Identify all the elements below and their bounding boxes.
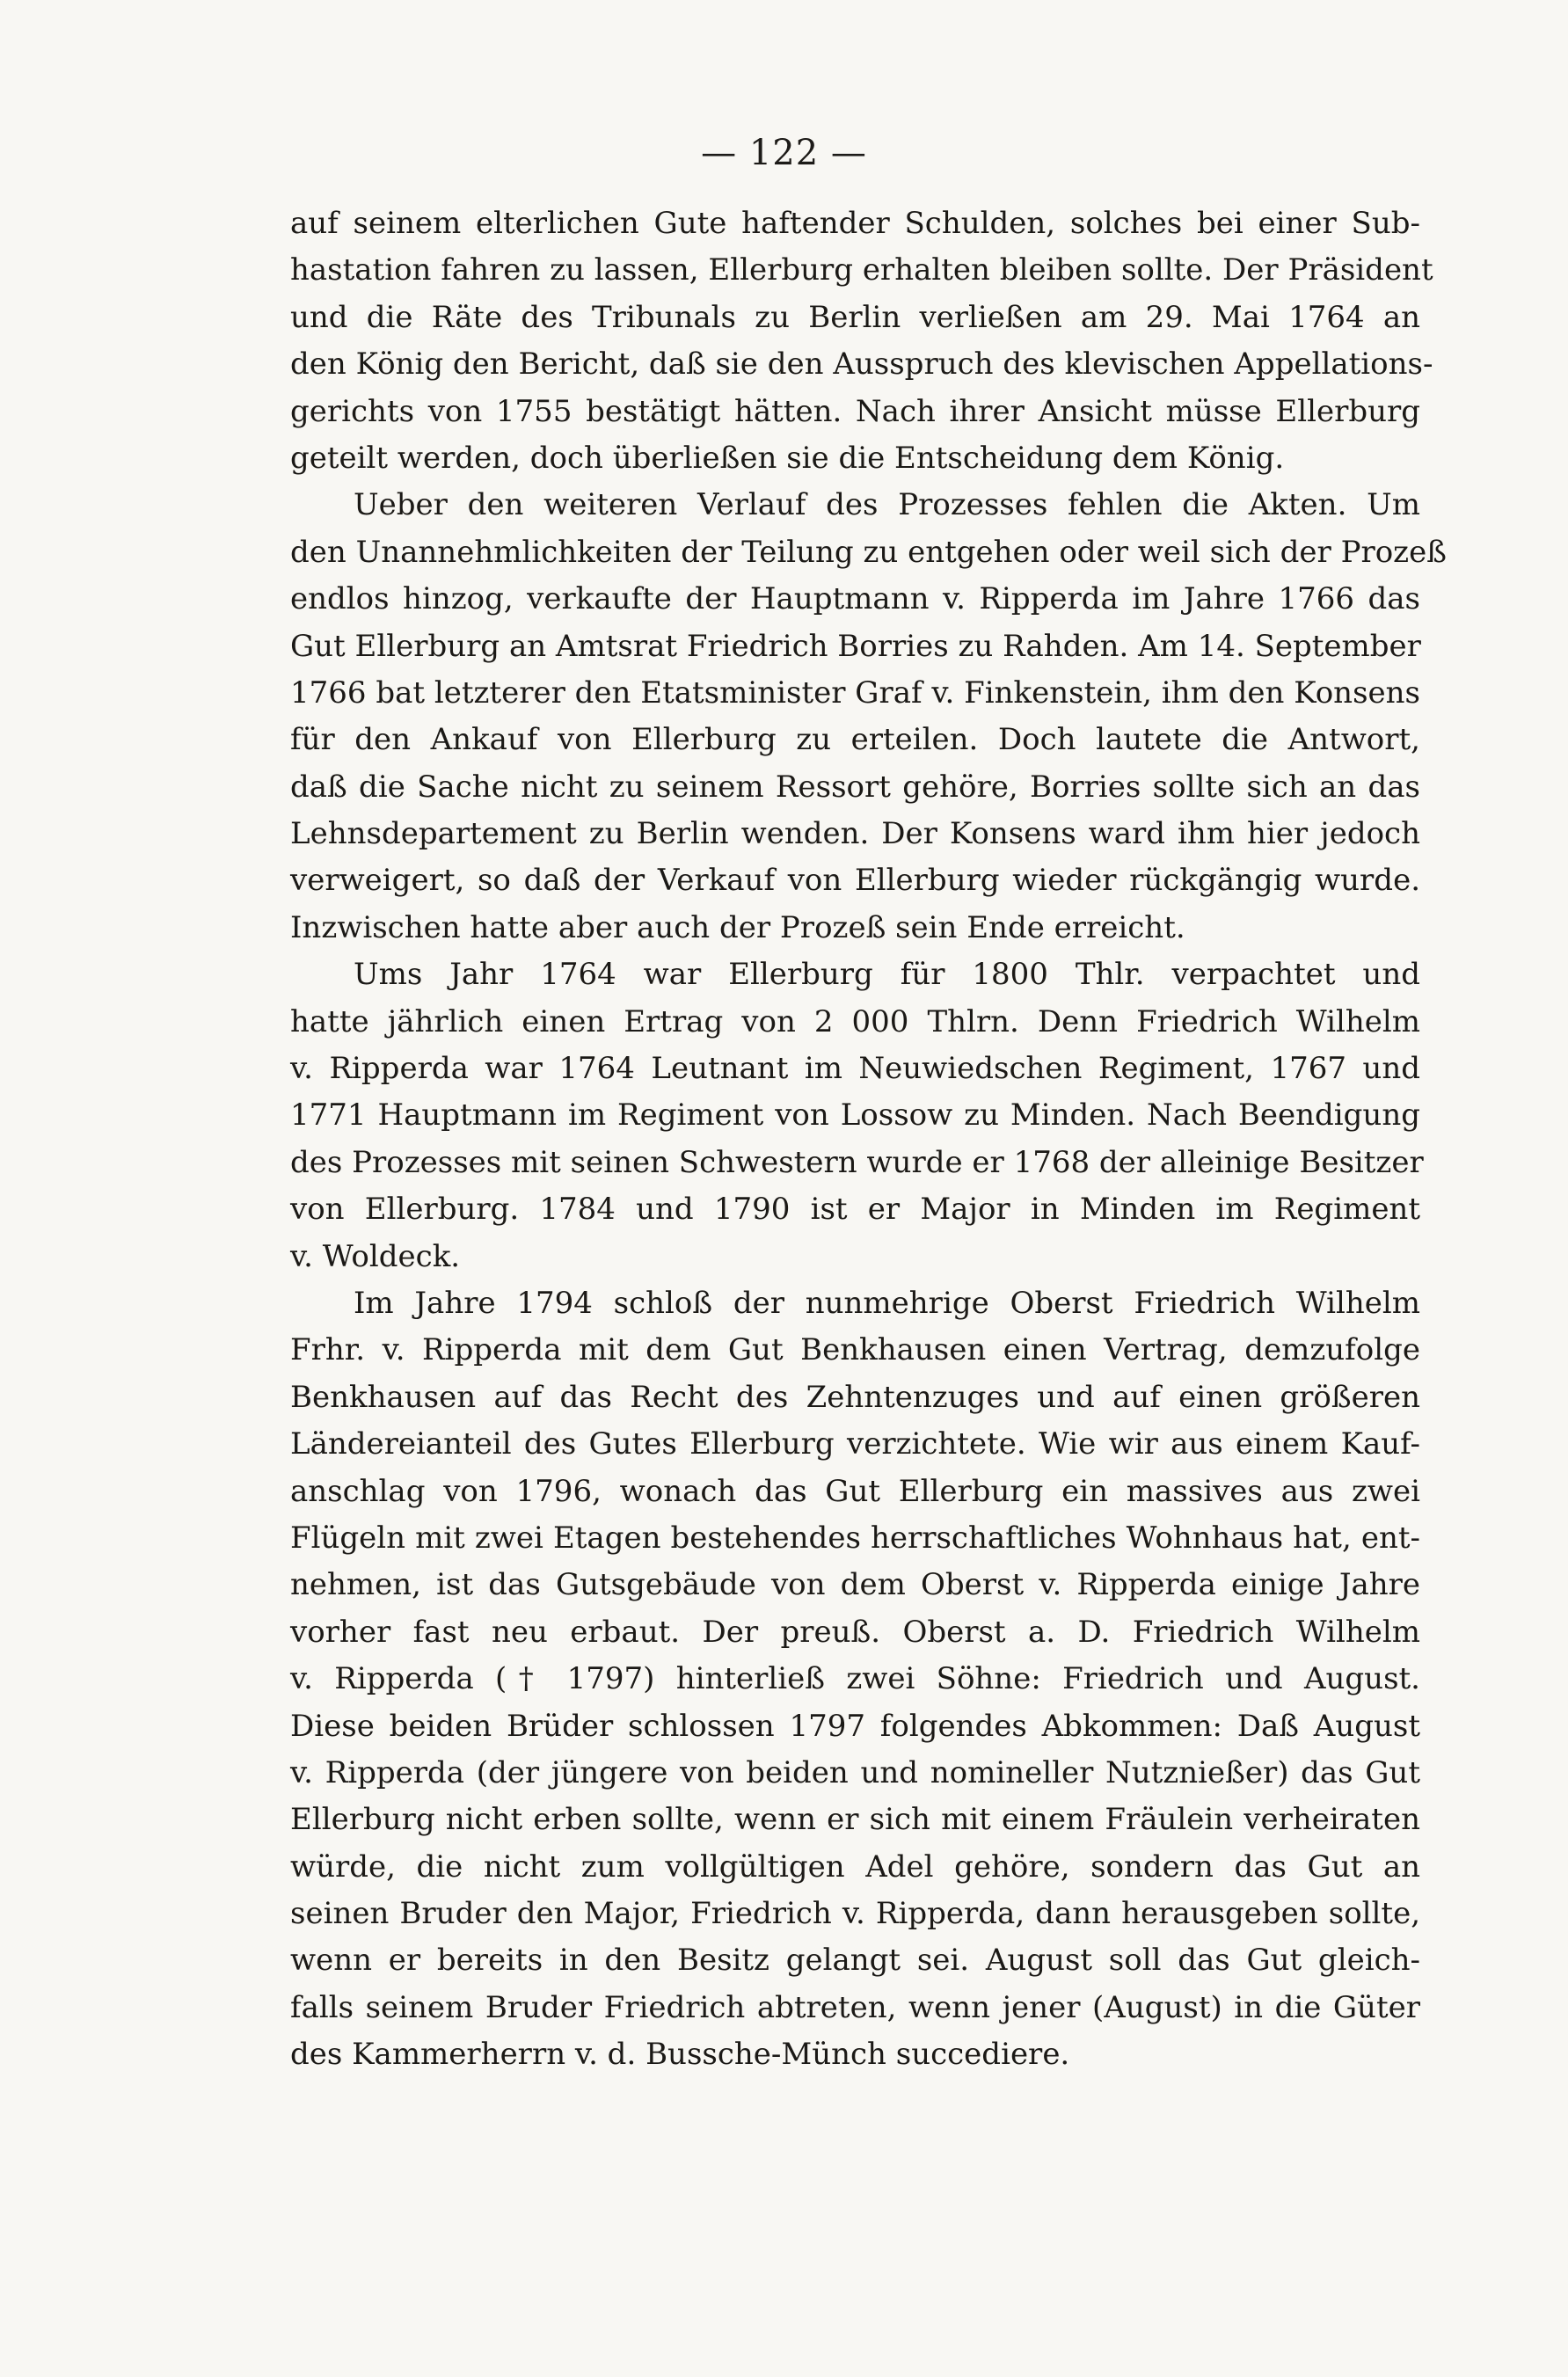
text-line: vorher fast neu erbaut. Der preuß. Oberst a. D. Friedrich Wilhelm	[290, 1614, 1420, 1650]
text-line: anschlag von 1796, wonach das Gut Ellerburg ein massives aus zwei	[290, 1473, 1420, 1509]
text-line: 1766 bat letzterer den Etatsminister Graf v. Finkenstein, ihm den Konsens	[290, 674, 1420, 711]
text-line: hatte jährlich einen Ertrag von 2 000 Thlrn. Denn Friedrich Wilhelm	[290, 1003, 1420, 1039]
text-line: auf seinem elterlichen Gute haftender Schulden, solches bei einer Sub-	[290, 206, 1420, 241]
text-line: und die Räte des Tribunals zu Berlin verließen am 29. Mai 1764 an	[290, 299, 1420, 335]
text-line: den Unannehmlichkeiten der Teilung zu entgehen oder weil sich der Prozeß	[290, 534, 1447, 570]
text-line: würde, die nicht zum vollgültigen Adel gehöre, sondern das Gut an	[290, 1848, 1420, 1885]
text-line: falls seinem Bruder Friedrich abtreten, wenn jener (August) in die Güter	[290, 1989, 1420, 2025]
text-line: Flügeln mit zwei Etagen bestehendes herrschaftliches Wohnhaus hat, ent-	[290, 1520, 1420, 1556]
text-line: Inzwischen hatte aber auch der Prozeß sein Ende erreicht.	[290, 909, 1185, 945]
text-line: geteilt werden, doch überließen sie die Entscheidung dem König.	[290, 440, 1285, 476]
text-line: Im Jahre 1794 schloß der nunmehrige Oberst Friedrich Wilhelm	[354, 1285, 1420, 1321]
text-line: Ländereianteil des Gutes Ellerburg verzichtete. Wie wir aus einem Kauf-	[290, 1426, 1420, 1462]
text-line: hastation fahren zu lassen, Ellerburg erhalten bleiben sollte. Der Präsident	[290, 252, 1433, 288]
text-line: verweigert, so daß der Verkauf von Ellerburg wieder rückgängig wurde.	[290, 863, 1420, 899]
paragraph-2	[290, 482, 1447, 952]
text-line: Ueber den weiteren Verlauf des Prozesses fehlen die Akten. Um	[354, 487, 1420, 523]
text-line: daß die Sache nicht zu seinem Ressort gehöre, Borries sollte sich an das	[290, 769, 1420, 805]
text-line: v. Woldeck.	[290, 1238, 461, 1274]
body-text	[290, 201, 1447, 2079]
text-line: nehmen, ist das Gutsgebäude von dem Oberst v. Ripperda einige Jahre	[290, 1567, 1420, 1603]
text-line: seinen Bruder den Major, Friedrich v. Ripperda, dann herausgeben sollte,	[290, 1896, 1420, 1932]
text-line: endlos hinzog, verkaufte der Hauptmann v. Ripperda im Jahre 1766 das	[290, 581, 1420, 617]
paragraph-4	[290, 1280, 1420, 2079]
text-line: Lehnsdepartement zu Berlin wenden. Der Konsens ward ihm hier jedoch	[290, 816, 1420, 852]
paragraph-1	[290, 201, 1433, 482]
page-number: — 122 —	[701, 133, 867, 173]
text-line: Diese beiden Brüder schlossen 1797 folgendes Abkommen: Daß August	[290, 1708, 1420, 1744]
text-line: v. Ripperda (der jüngere von beiden und nomineller Nutznießer) das Gut	[290, 1754, 1420, 1790]
text-line: Ums Jahr 1764 war Ellerburg für 1800 Thlr. verpachtet und	[354, 957, 1420, 993]
text-line: 1771 Hauptmann im Regiment von Lossow zu Minden. Nach Beendigung	[290, 1097, 1420, 1134]
paragraph-3	[290, 952, 1424, 1280]
text-line: den König den Bericht, daß sie den Ausspruch des klevischen Appellations-	[290, 346, 1433, 383]
text-line: Frhr. v. Ripperda mit dem Gut Benkhausen einen Vertrag, demzufolge	[290, 1332, 1420, 1368]
text-line: Ellerburg nicht erben sollte, wenn er sich mit einem Fräulein verheiraten	[290, 1802, 1420, 1838]
text-line: Gut Ellerburg an Amtsrat Friedrich Borries zu Rahden. Am 14. September	[290, 628, 1421, 664]
text-line: gerichts von 1755 bestätigt hätten. Nach ihrer Ansicht müsse Ellerburg	[290, 393, 1420, 429]
text-line: Benkhausen auf das Recht des Zehntenzuges und auf einen größeren	[290, 1379, 1420, 1415]
text-line: des Prozesses mit seinen Schwestern wurde er 1768 der alleinige Besitzer	[290, 1144, 1424, 1180]
text-line: von Ellerburg. 1784 und 1790 ist er Major in Minden im Regiment	[290, 1192, 1420, 1228]
text-line: v. Ripperda († 1797) hinterließ zwei Söhne: Friedrich und August.	[290, 1661, 1420, 1697]
text-line: für den Ankauf von Ellerburg zu erteilen. Doch lautete die Antwort,	[290, 722, 1420, 758]
text-line: wenn er bereits in den Besitz gelangt sei. August soll das Gut gleich-	[290, 1943, 1420, 1979]
text-line: des Kammerherrn v. d. Bussche-Münch succediere.	[290, 2037, 1070, 2073]
text-line: v. Ripperda war 1764 Leutnant im Neuwiedschen Regiment, 1767 und	[290, 1051, 1420, 1087]
